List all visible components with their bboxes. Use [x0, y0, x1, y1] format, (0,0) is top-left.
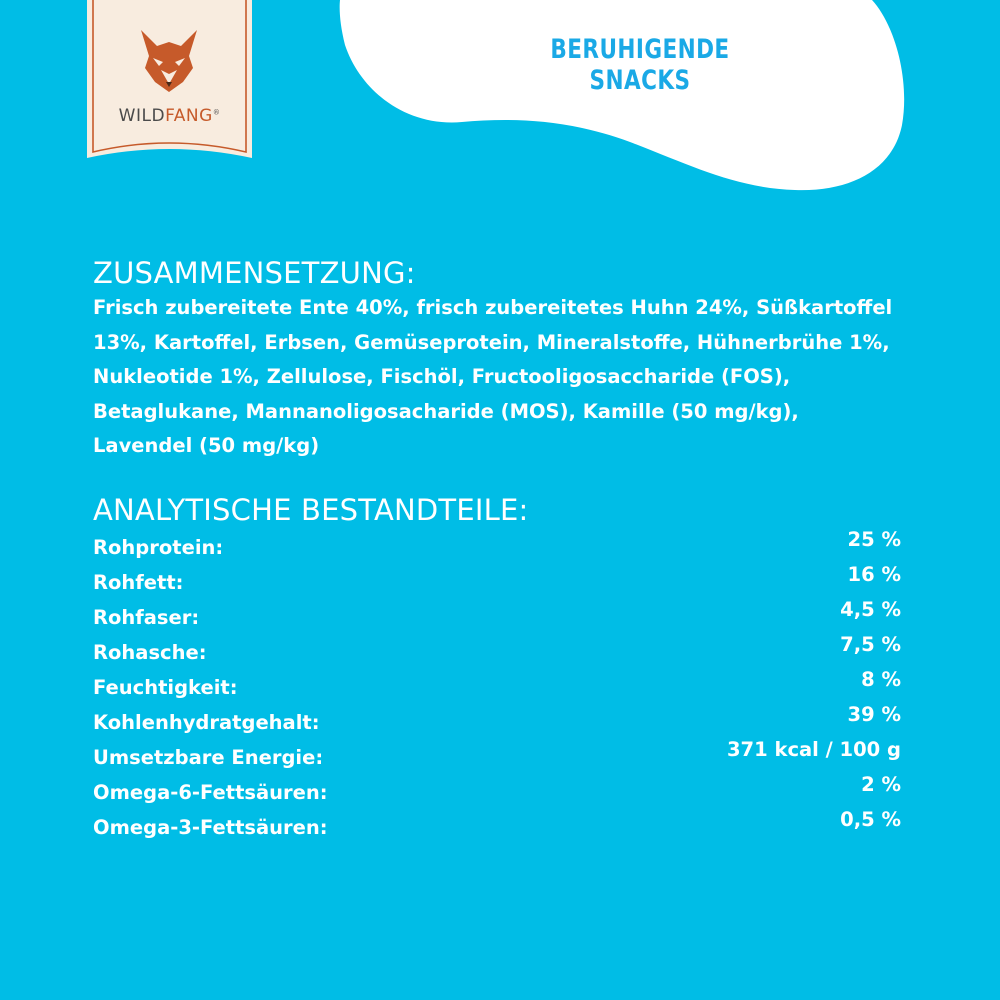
analysis-label: Rohfaser: — [93, 605, 200, 629]
analysis-label: Feuchtigkeit: — [93, 675, 238, 699]
product-subtitle: BERUHIGENDE SNACKS — [550, 34, 730, 96]
analysis-value: 2 % — [861, 772, 901, 796]
logo-text-wild: WILD — [118, 106, 166, 126]
composition-text: Frisch zubereitete Ente 40%, frisch zubereitetes Huhn 24%, Süßkartoffel 13%, Kartoffel, Erbsen, Gemüseprotein, Mineralstoffe, Hühnerbrühe 1%, Nukleotide 1%, Zellulose, Fischöl, Fructooligosaccharide (FOS), Betaglukane, Mannanoligosacharide (MOS), Kamille (50 mg/kg), Lavendel (50 mg/kg) — [93, 296, 893, 457]
analysis-row-rohprotein — [93, 528, 903, 563]
analysis-label: Omega-6-Fettsäuren: — [93, 780, 328, 804]
analysis-row-rohasche — [93, 633, 903, 668]
logo-text-fang: FANG — [165, 106, 213, 126]
analysis-row-kohlenhydratgehalt — [93, 703, 903, 738]
analysis-value: 0,5 % — [840, 807, 901, 831]
analysis-value: 371 kcal / 100 g — [726, 737, 901, 761]
analysis-label: Rohprotein: — [93, 535, 224, 559]
analysis-row-omega3 — [93, 808, 903, 843]
analysis-label: Rohasche: — [93, 640, 207, 664]
analysis-value: 8 % — [861, 667, 901, 691]
analysis-value: 25 % — [847, 527, 901, 551]
analysis-row-omega6 — [93, 773, 903, 808]
logo-wordmark — [87, 106, 252, 126]
analysis-heading: ANALYTISCHE BESTANDTEILE: — [93, 492, 529, 527]
analysis-row-feuchtigkeit — [93, 668, 903, 703]
wildfang-logo — [87, 0, 252, 172]
analysis-value: 7,5 % — [840, 632, 901, 656]
analysis-label: Omega-3-Fettsäuren: — [93, 815, 328, 839]
analysis-value: 4,5 % — [840, 597, 901, 621]
analysis-label: Umsetzbare Energie: — [93, 745, 324, 769]
analysis-row-rohfett — [93, 563, 903, 598]
composition-heading: ZUSAMMENSETZUNG: — [93, 256, 416, 290]
analysis-table — [93, 528, 903, 843]
analysis-row-rohfaser — [93, 598, 903, 633]
analysis-label: Kohlenhydratgehalt: — [93, 710, 320, 734]
registered-mark: ® — [212, 108, 221, 117]
analysis-value: 16 % — [847, 562, 901, 586]
analysis-row-energie — [93, 738, 903, 773]
analysis-label: Rohfett: — [93, 570, 184, 594]
product-info — [93, 255, 903, 843]
analysis-value: 39 % — [847, 702, 901, 726]
